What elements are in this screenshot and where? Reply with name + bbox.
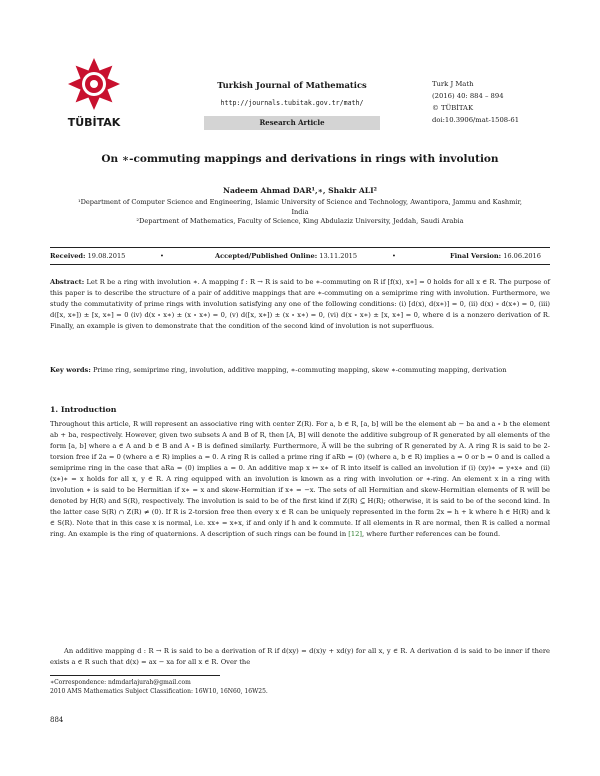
- article-type-badge: Research Article: [204, 116, 380, 130]
- tubitak-logo: [56, 50, 132, 132]
- section-heading-introduction: 1. Introduction: [50, 405, 117, 414]
- footnotes: [50, 678, 268, 696]
- footnote-correspondence: ∗Correspondence: ndmdarlajurah@gmail.com: [50, 679, 191, 686]
- received-label: Received:: [50, 252, 86, 260]
- accepted-label: Accepted/Published Online:: [215, 252, 318, 260]
- page-number: 884: [50, 716, 64, 724]
- meta-journal-abbrev: Turk J Math: [432, 80, 474, 88]
- received-date: 19.08.2015: [87, 252, 126, 260]
- affiliation-2: ²Department of Mathematics, Faculty of Science, King Abdulaziz University, Jeddah, Saudi Arabia: [136, 217, 464, 225]
- journal-name: Turkish Journal of Mathematics: [217, 80, 367, 90]
- intro-paragraph-1: [50, 419, 550, 540]
- divider-bottom: [50, 264, 550, 265]
- divider-top: [50, 247, 550, 248]
- dates-bullet-1: •: [160, 252, 164, 260]
- intro-paragraph-2: An additive mapping d : R → R is said to be a derivation of R if d(xy) = d(x)y + xd(y) for all x, y ∈ R. A derivation d is said to be inner if there exists a ∈ R such that d(x) = ax − xa for all x ∈ R. Over the: [50, 647, 550, 666]
- intro-text-1-end: , where further references can be found.: [362, 530, 501, 538]
- intro-text-1: Throughout this article, R will represent an associative ring with center Z(R). For a, b ∈ R, [a, b] will be the element ab − ba and a ∘ b the element ab + ba, respectively. However, given two subsets A and B of R, then [A, B] will denote the additive subgroup of R generated by all elements of the form [a, b] where a ∈ A and b ∈ B and A ∘ B is defined similarly. Furthermore, A̅ will be the subring of R generated by A. A ring R is said to be 2-torsion free if 2a = 0 (where a ∈ R) implies a = 0. A ring R is called a prime ring if aRb = (0) (where a, b ∈ R) implies a = 0 or b = 0 and is called a semiprime ring in the case that aRa = (0) implies a = 0. An additive map x ↦ x∗ of R into itself is called an involution if (i) (xy)∗ = y∗x∗ and (ii) (x∗)∗ = x holds for all x, y ∈ R. A ring equipped with an involution is known as a ring with involution or ∗-ring. An element x in a ring with involution ∗ is said to be Hermitian if x∗ = x and skew-Hermitian if x∗ = −x. The sets of all Hermitian and skew-Hermitian elements of R will be denoted by H(R) and S(R), respectively. The involution is said to be of the first kind if Z(R) ⊆ H(R); otherwise, it is said to be of the second kind. In the latter case S(R) ∩ Z(R) ≠ (0). If R is 2-torsion free then every x ∈ R can be uniquely represented in the form 2x = h + k where h ∈ H(R) and k ∈ S(R). Note that in this case x is normal, i.e. xx∗ = x∗x, if and only if h and k commute. If all elements in R are normal, then R is called a normal ring. An example is the ring of quaternions. A description of such rings can be found in: [50, 420, 550, 538]
- paper-title: On ∗-commuting mappings and derivations in rings with involution: [101, 153, 499, 165]
- footnote-rule: [50, 675, 220, 676]
- final-date: 16.06.2016: [503, 252, 541, 260]
- keywords-label: Key words:: [50, 366, 91, 374]
- accepted-date: 13.11.2015: [319, 252, 358, 260]
- meta-copyright: © TÜBİTAK: [432, 104, 474, 112]
- affiliation-1: ¹Department of Computer Science and Engineering, Islamic University of Science and Technology, Awantipora, Jammu and Kashmir, India: [77, 198, 523, 216]
- meta-doi[interactable]: doi:10.3906/mat-1508-61: [432, 116, 520, 124]
- affiliations: [70, 198, 530, 227]
- journal-meta: [432, 78, 519, 126]
- logo-wordmark: TÜBİTAK: [67, 116, 121, 129]
- citation-link[interactable]: [12]: [348, 530, 362, 538]
- tubitak-emblem-icon: [56, 50, 132, 132]
- abstract: [50, 277, 550, 332]
- paper-authors: Nadeem Ahmad DAR¹,∗, Shakir ALI²: [223, 186, 377, 195]
- keywords: [50, 365, 550, 376]
- dates-bullet-2: •: [392, 252, 396, 260]
- abstract-label: Abstract:: [50, 278, 85, 286]
- journal-url[interactable]: http://journals.tubitak.gov.tr/math/: [220, 99, 364, 107]
- keywords-text: Prime ring, semiprime ring, involution, additive mapping, ∗-commuting mapping, skew ∗-commuting mapping, derivation: [92, 366, 507, 374]
- footnote-classification: 2010 AMS Mathematics Subject Classification: 16W10, 16N60, 16W25.: [50, 688, 268, 695]
- meta-volume-pages: (2016) 40: 884 – 894: [432, 92, 504, 100]
- abstract-text: Let R be a ring with involution ∗. A mapping f : R → R is said to be ∗-commuting on R if [f(x), x∗] = 0 holds for all x ∈ R. The purpose of this paper is to describe the structure of a pair of additive mappings that are ∗-commuting on a semiprime ring with involution. Furthermore, we study the commutativity of prime rings with involution satisfying any one of the following conditions: (i) [d(x), d(x∗)] = 0, (ii) d(x) ∘ d(x∗) = 0, (iii) d([x, x∗]) ± [x, x∗] = 0 (iv) d(x ∘ x∗) ± (x ∘ x∗) = 0, (v) d([x, x∗]) ± (x ∘ x∗) = 0, (vi) d(x ∘ x∗) ± [x, x∗] = 0, where d is a nonzero derivation of R. Finally, an example is given to demonstrate that the condition of the second kind of involution is not superfluous.: [50, 278, 550, 330]
- final-label: Final Version:: [450, 252, 502, 260]
